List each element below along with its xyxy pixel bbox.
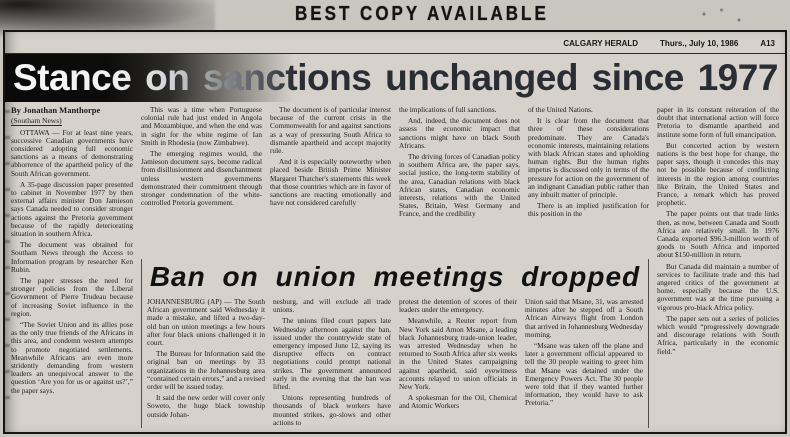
union-article-column-4 — [525, 298, 643, 426]
column-text — [11, 129, 133, 395]
paragraph: protest the detention of scores of their leaders under the emergency. — [399, 298, 517, 315]
paragraph: The emerging regimes would, the Jamieson document says, become radical from disillusionment and disenchantment unless western governments demonstrated their commitment through stronger condemnation of the white-controlled Pretoria government. — [141, 149, 262, 208]
left-margin-marks — [4, 110, 10, 410]
stamp-strip — [0, 0, 790, 30]
article-page-box — [3, 30, 787, 434]
union-article-column-3 — [399, 298, 517, 426]
article-columns — [5, 102, 785, 432]
union-article-headline: Ban on union meetings dropped — [149, 261, 641, 292]
masthead-page-number: A13 — [760, 38, 775, 48]
paragraph: And, indeed, the document does not assess the economic impact that sanctions might have on black South Africans. — [399, 116, 520, 150]
paragraph: paper in its constant reiteration of the doubt that international action will force Pretoria to dismantle apartheid and institute some form of full emancipation. — [657, 106, 779, 139]
main-article-column-1 — [11, 106, 133, 428]
paragraph: And it is especially noteworthy when placed beside British Prime Minister Margaret Thatcher's statements this week that those countries which are in favor of sanctions are reacting emotionally and have not considered carefully — [270, 157, 391, 208]
masthead-date: Thurs., July 10, 1986 — [660, 38, 739, 48]
photocopy-speckles — [690, 6, 760, 26]
union-article-column-2 — [273, 298, 391, 426]
paragraph: of the United Nations. — [528, 106, 593, 114]
masthead — [5, 32, 785, 54]
best-copy-stamp: BEST COPY AVAILABLE — [295, 2, 549, 25]
paragraph: The paper points out that trade links then, as now, between Canada and South Africa are relatively small. In 1976 Canada exported $96.3-million worth of goods to South Africa and imported about $150-million in return. — [657, 209, 779, 260]
paragraph: The driving forces of Canadian policy in southern Africa are, the paper says, social justice, the long-term stability of the area, Canadian relations with black African states, Canadian economic interests, relations with the United States, Britain, West Germany and France, and the credibility — [399, 152, 520, 219]
paragraph: The document was obtained for Southam News through the Access to Information program by researcher Ken Rubin. — [11, 240, 133, 274]
paragraph: It said the new order will cover only Soweto, the huge black township outside Johan- — [147, 393, 265, 419]
paragraph: OTTAWA — For at least nine years, successive Canadian governments have considered adopting full economic sanctions as a means of demonstrating abhorrence of the apartheid policy of the South African government. — [11, 127, 133, 178]
paragraph: It is clear from the document that three of these considerations predominate. They are Canada's economic interests, maintaining relations with black African states and upholding human rights. But the human rights impetus is discussed only in terms of the pressure for action on the government of an indignant Canadian public rather than any inbuilt matter of principle. — [528, 116, 649, 200]
paragraph: There is an implied justification for this position in the — [528, 201, 649, 219]
paragraph: Meanwhile, a Reuter report from New York said Amon Msane, a leading black Johannesburg trade-union leader, was arrested Wednesday when he returned to South Africa after six weeks in the United States campaigning against apartheid, said eyewitness accounts relayed to union officials in New York. — [399, 316, 517, 392]
byline-organization: (Southam News) — [11, 115, 62, 125]
byline: By Jonathan Manthorpe — [11, 106, 101, 115]
paragraph: the implications of full sanctions. — [399, 106, 497, 114]
masthead-paper-name: CALGARY HERALD — [563, 38, 639, 48]
paragraph: “The Soviet Union and its allies pose as the only true friends of the Africans in this area, and condemn western attempts to promote negotiated settlements. Meanwhile Africans are even more stridently demanding from western leaders an unequivocal answer to the question ‘Are you for us or against us?’,” the paper says. — [11, 319, 133, 395]
paragraph: But Canada did maintain a number of services to facilitate trade and this had angered critics of the government at home, especially because the U.S. government was at the time pursuing a vigorous pro-black Africa policy. — [657, 261, 779, 312]
main-article-column-4 — [399, 106, 520, 256]
main-article-column-5 — [528, 106, 649, 256]
paragraph: nesburg, and will exclude all trade unions. — [273, 298, 391, 315]
paragraph: The Bureau for Information said the original ban on meetings by 33 organizations in the Johannesburg area “contained certain errors,” and a revised order will be issued today. — [147, 349, 265, 392]
union-article-box — [141, 259, 649, 428]
paragraph: Unions representing hundreds of thousands of black workers have mounted strikes, go-slows and other actions to — [273, 393, 391, 426]
paragraph: A 35-page discussion paper presented to cabinet in November 1977 by then external affairs minister Don Jamieson says Canada needed to consider stronger actions against the Pretoria government because of the rapidly deteriorating situation in southern Africa. — [11, 179, 133, 238]
paragraph: “Msane was taken off the plane and later a government official appeared to tell the 30 people waiting to greet him that Msane was detained under the Emergency Powers Act. The 30 people were told that if they wanted further information, they would have to ask Pretoria.” — [525, 341, 643, 408]
paragraph: The paper sets out a series of policies which would “progressively downgrade and discourage relations with South Africa, particularly in the economic field.” — [657, 313, 779, 356]
paragraph: A spokesman for the Oil, Chemical and Atomic Workers — [399, 393, 517, 411]
paragraph: Union said that Msane, 31, was arrested minutes after he stepped off a South African Airways flight from London that arrived in Johannesburg Wednesday morning. — [525, 298, 643, 339]
main-article-column-2 — [141, 106, 262, 256]
union-article-column-1 — [147, 298, 265, 426]
union-article-columns — [147, 298, 643, 426]
middle-column-region — [141, 106, 649, 428]
paragraph: The document is of particular interest because of the current crisis in the Commonwealth for and against sanctions as a way of pressuring South Africa to dismantle apartheid and accept majority rule. — [270, 106, 391, 156]
main-article-column-3 — [270, 106, 391, 256]
main-article-column-6 — [657, 106, 779, 428]
paragraph: The unions filed court papers late Wednesday afternoon against the ban, issued under the countrywide state of emergency imposed June 12, saying its disruptive effects on contract negotiations could prompt national strikes. The government announced early in the evening that the ban was lifted. — [273, 316, 391, 392]
paragraph: JOHANNESBURG (AP) — The South African government said Wednesday it made a mistake, and lifted a two-day-old ban on union meetings a few hours after four black unions challenged it in court. — [147, 298, 265, 348]
main-article-middle-columns — [141, 106, 649, 256]
main-headline-banner — [5, 54, 785, 102]
paragraph: But concerted action by western nations is the best hope for change, the paper says, though it concedes this may not be possible because of conflicting interests in the region among countries like Britain, the United States and France, a remark which has proved prophetic. — [657, 140, 779, 208]
paragraph: The paper stresses the need for stronger policies from the Liberal Government of Pierre Trudeau because of increasing Soviet influence in the region. — [11, 275, 133, 318]
paragraph: This was a time when Portuguese colonial rule had just ended in Angola and Mozambique, and when the end was in sight for the white regime of Ian Smith in Rhodesia (now Zimbabwe). — [141, 106, 262, 147]
main-headline: Stance on sanctions unchanged since 1977 — [13, 57, 778, 98]
